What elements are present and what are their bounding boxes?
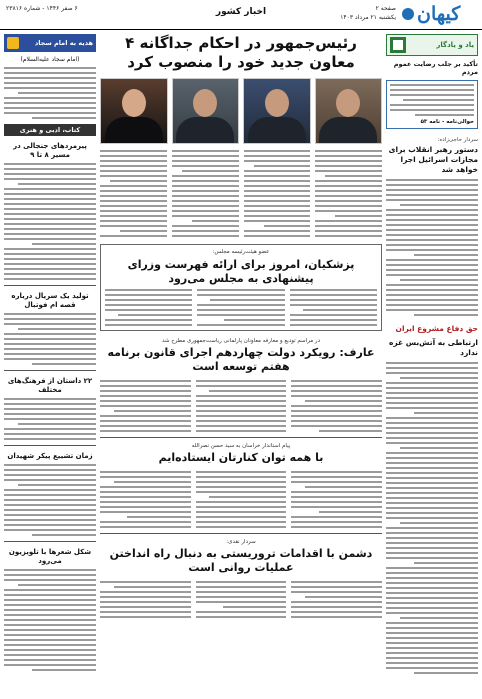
divider [100,437,382,438]
article-columns [100,380,382,432]
divider [4,541,96,542]
gift-banner[interactable] [4,34,96,52]
memorial-ad[interactable] [386,34,478,56]
photo-strip [100,78,382,144]
left-column [4,34,96,695]
portrait-photo [315,78,383,144]
culture-item-body [4,163,96,280]
feature-headline[interactable]: پزشکیان، امروز برای ارائه فهرست وزرای پیشنهادی به مجلس می‌رود [127,258,355,285]
culture-item-title[interactable]: پیرمردهای جنجالی در مسیر ۸ تا ۹ [13,142,87,159]
story-title[interactable]: دستور رهبر انقلاب برای مجازات اسرائیل اجرا خواهد شد [388,145,478,174]
portrait-photo [100,78,168,144]
article-column [100,150,167,237]
article-column [172,150,239,237]
quote-body [4,67,96,119]
article-columns [100,150,382,237]
feature-box [100,244,382,331]
story-kicker: پیام استاندار خراسان به سید حسن نصرالله [191,443,291,449]
feature-columns [105,289,377,326]
page-number: صفحه ۲ [375,5,396,12]
article-column [291,581,382,618]
main-headline[interactable]: رئیس‌جمهور در احکام جداگانه ۴ معاون جدید خود را منصوب کرد [125,34,357,71]
section-title: اخبار کشور [215,7,267,17]
date-block [296,4,396,22]
masthead-logo[interactable] [402,2,476,26]
story-title[interactable]: حق دفاع مشروع ایران [395,324,478,333]
letter-box-footer: حوالی‌نامه - نامه ۵۳ [420,119,474,125]
memorial-ad-note: تأکید بر جلب رضایت عموم مردم [393,60,478,76]
logo-text: کیهان [417,2,461,25]
gift-banner-label: هدیه به امام سجاد [34,39,93,47]
page-header [0,0,482,30]
article-column [244,150,311,237]
portrait-photo [243,78,311,144]
logo-emblem-icon [402,8,414,20]
letter-box [386,80,478,129]
article-columns [100,581,382,618]
issue-meta: ۶ صفر ۱۴۴۶ - شماره ۲۳۸۱۶ [6,5,78,12]
main-content [100,34,382,695]
story-subtitle[interactable]: ارتباطی به آتش‌بس غزه ندارد [388,338,478,357]
memorial-ad-label: یاد و یادگار [436,41,474,49]
feature-column [105,289,192,326]
right-column [386,34,478,695]
culture-item-title[interactable]: تولید یک سریال درباره قصه ام فوتبال [11,292,89,309]
culture-item-title[interactable]: ۲۲ داستان از فرهنگ‌های مختلف [7,377,93,394]
divider [4,445,96,446]
article-column [100,581,191,618]
culture-item-body [4,464,96,536]
article-column [196,471,287,528]
feature-column [290,289,377,326]
story-kicker: سردار نقدی: [226,539,256,545]
story-body [386,179,478,316]
article-column [315,150,382,237]
story-headline[interactable]: عارف: رویکرد دولت چهاردهم اجرای قانون برنامه هفتم توسعه است [107,346,375,373]
article-column [291,380,382,432]
culture-section-bar: کتاب، ادبی و هنری [4,124,96,136]
culture-item-body [4,569,96,671]
culture-item-body [4,313,96,365]
divider [100,533,382,534]
article-column [291,471,382,528]
article-column [196,581,287,618]
article-column [196,380,287,432]
culture-item-body [4,398,96,440]
culture-item-title[interactable]: زمان تشییع پیکر شهیدان [7,452,93,460]
story-kicker: سردار حاجی‌زاده: [437,137,478,143]
story-headline[interactable]: با همه توان کنارتان ایستاده‌ایم [158,451,324,464]
story-body [386,362,478,674]
article-column [100,471,191,528]
article-columns [100,471,382,528]
qr-code-icon [390,37,406,53]
article-column [100,380,191,432]
portrait-photo [172,78,240,144]
issue-date: یکشنبه ۲۱ مرداد ۱۴۰۳ [340,14,396,21]
divider [4,285,96,286]
feature-kicker: عضو هیئت‌رئیسه مجلس: [212,249,270,255]
quote-attribution: (امام سجاد علیه‌السلام) [20,56,80,63]
story-headline[interactable]: دشمن با اقدامات تروریستی به دنبال راه انداختن عملیات روانی است [109,547,373,574]
divider [4,370,96,371]
letter-box-text [390,84,474,116]
story-kicker: در مراسم تودیع و معارفه معاونان پارلمانی ریاست‌جمهوری مطرح شد [161,338,321,344]
gift-icon [7,37,19,49]
culture-item-title[interactable]: شکل شعرها با تلویزیون می‌رود [8,548,92,565]
feature-column [197,289,284,326]
